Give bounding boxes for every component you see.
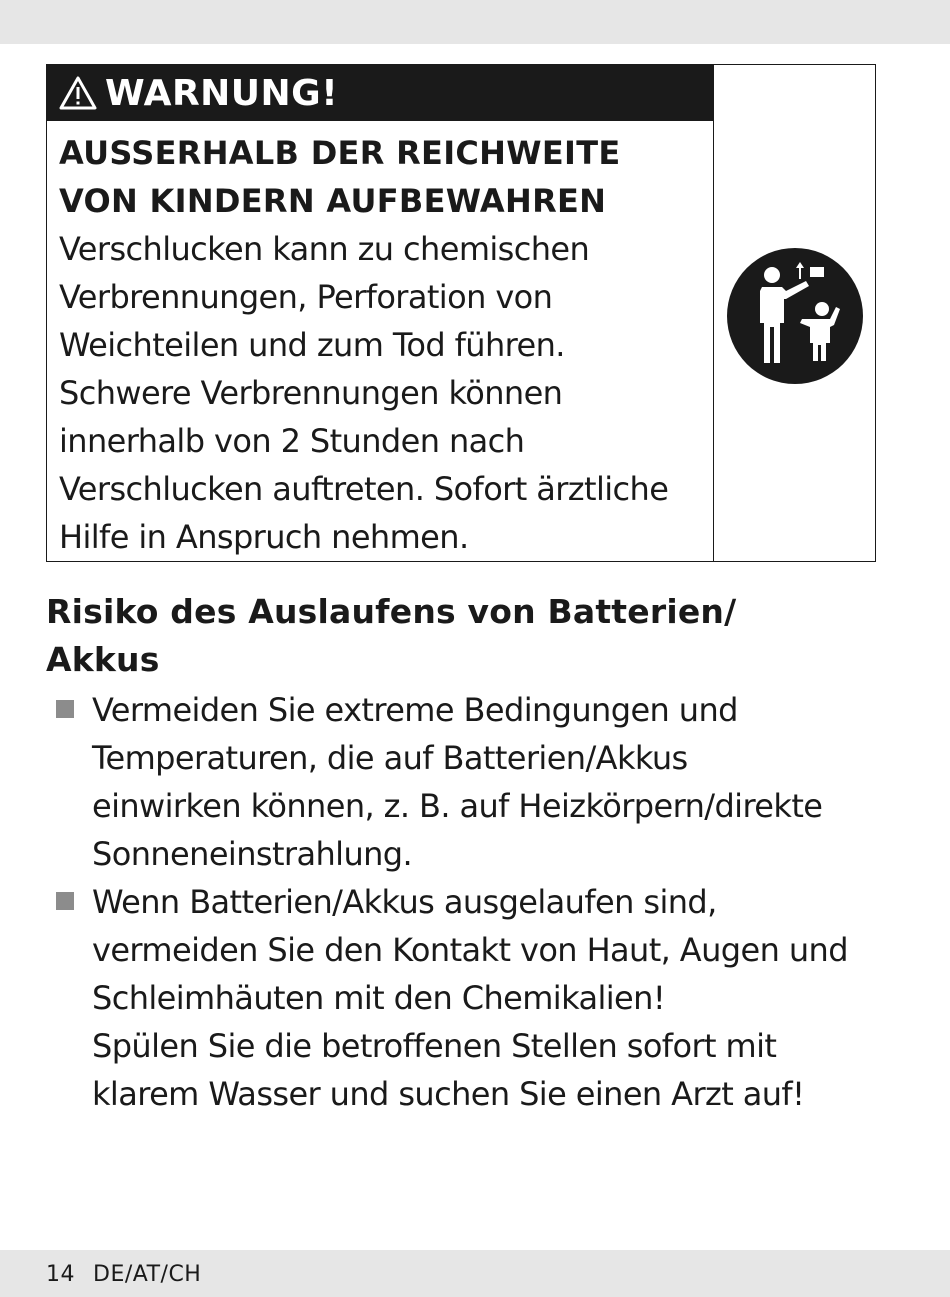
page-footer bbox=[46, 1262, 201, 1287]
warning-text-line: Verschlucken kann zu chemischen bbox=[59, 230, 590, 268]
warning-text-line: Hilfe in Anspruch nehmen. bbox=[59, 518, 469, 556]
warning-content bbox=[47, 65, 714, 561]
warning-text-line: Verbrennungen, Perforation von bbox=[59, 278, 553, 316]
bullet-line: einwirken können, z. B. auf Heizkörpern/direkte bbox=[92, 787, 823, 825]
bullet-line: Sonneneinstrahlung. bbox=[92, 835, 413, 873]
warning-text-line: Verschlucken auftreten. Sofort ärztliche bbox=[59, 470, 669, 508]
section-heading-line: Risiko des Auslaufens von Batterien/ bbox=[46, 592, 737, 631]
warning-title bbox=[47, 121, 713, 225]
warning-title-line: VON KINDERN AUFBEWAHREN bbox=[59, 182, 607, 220]
square-bullet-icon bbox=[56, 892, 74, 910]
warning-header bbox=[47, 65, 713, 121]
bullet-line: Vermeiden Sie extreme Bedingungen und bbox=[92, 691, 738, 729]
list-item bbox=[46, 686, 926, 878]
bullet-line: Temperaturen, die auf Batterien/Akkus bbox=[92, 739, 688, 777]
section-heading bbox=[46, 588, 906, 684]
warning-text bbox=[47, 225, 713, 561]
list-item bbox=[46, 878, 926, 1118]
warning-box bbox=[46, 64, 876, 562]
bullet-line: Wenn Batterien/Akkus ausgelaufen sind, bbox=[92, 883, 717, 921]
warning-text-line: Schwere Verbrennungen können bbox=[59, 374, 563, 412]
square-bullet-icon bbox=[56, 700, 74, 718]
bullet-line: Schleimhäuten mit den Chemikalien! bbox=[92, 979, 666, 1017]
keep-away-from-children-icon bbox=[726, 247, 864, 385]
warning-triangle-icon bbox=[59, 76, 97, 110]
bullet-line: vermeiden Sie den Kontakt von Haut, Augen und bbox=[92, 931, 848, 969]
bullet-list bbox=[46, 686, 926, 1118]
page-number: 14 bbox=[46, 1262, 75, 1287]
bullet-line: Spülen Sie die betroffenen Stellen sofort mit bbox=[92, 1027, 777, 1065]
pictogram-cell bbox=[714, 65, 875, 561]
warning-text-line: Weichteilen und zum Tod führen. bbox=[59, 326, 565, 364]
locale-label: DE/AT/CH bbox=[93, 1262, 202, 1287]
bullet-line: klarem Wasser und suchen Sie einen Arzt auf! bbox=[92, 1075, 805, 1113]
top-band bbox=[0, 0, 950, 44]
warning-text-line: innerhalb von 2 Stunden nach bbox=[59, 422, 525, 460]
section-heading-line: Akkus bbox=[46, 640, 160, 679]
warning-title-line: AUSSERHALB DER REICHWEITE bbox=[59, 134, 621, 172]
warning-header-label: WARNUNG! bbox=[105, 72, 339, 114]
